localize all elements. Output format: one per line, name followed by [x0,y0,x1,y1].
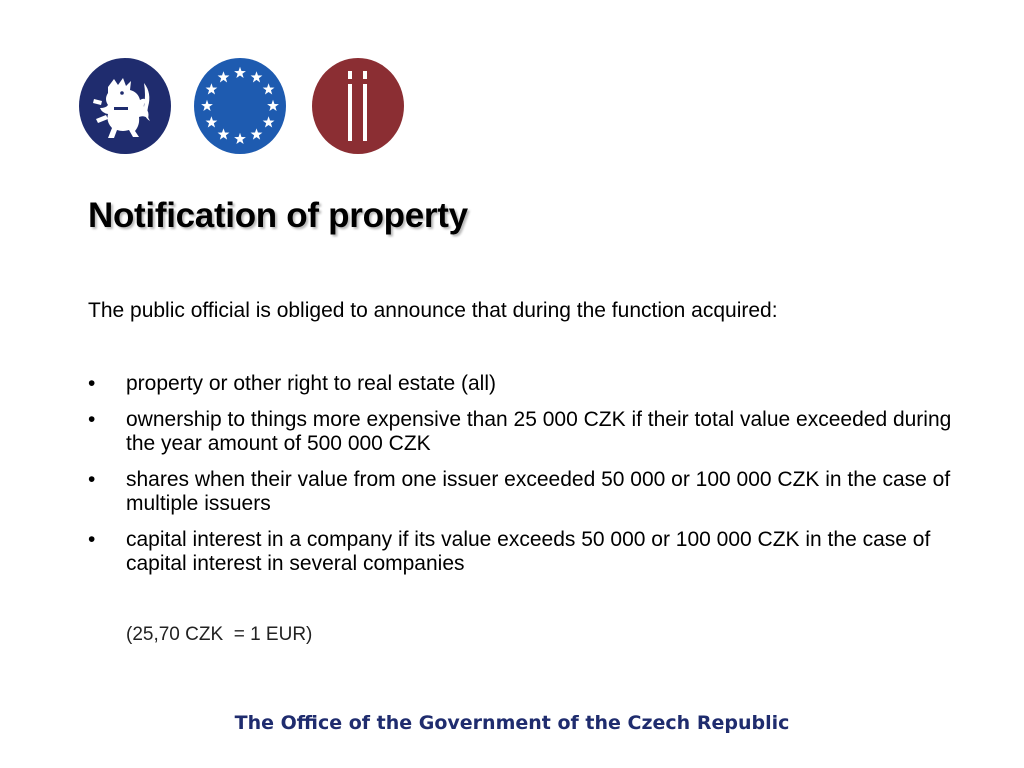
slide-title: Notification of property [88,196,468,235]
eu-stars-emblem-icon [193,57,287,155]
ii-emblem-icon [311,57,405,155]
currency-note: (25,70 CZK = 1 EUR) [126,624,313,645]
logo-row [78,57,408,155]
bullet-text: property or other right to real estate (all) [126,372,497,395]
bullet-icon: • [88,468,96,491]
footer-office-name: The Office of the Government of the Czech Republic [234,712,790,734]
bullet-text: shares when their value from one issuer exceeded 50 000 or 100 000 CZK in the case of multiple issuers [126,468,951,515]
bullet-icon: • [88,408,96,431]
list-item [88,528,968,576]
bullet-icon: • [88,528,96,551]
bullet-text: ownership to things more expensive than 25 000 CZK if their total value exceeded during the year amount of 500 000 CZK [126,408,952,455]
bullet-list [88,372,968,588]
list-item [88,468,968,516]
bullet-icon: • [88,372,96,395]
czech-lion-emblem-icon [78,57,172,155]
list-item [88,372,968,396]
intro-text: The public official is obliged to announce that during the function acquired: [88,299,778,322]
list-item [88,408,968,456]
bullet-text: capital interest in a company if its value exceeds 50 000 or 100 000 CZK in the case of capital interest in several companies [126,528,931,575]
